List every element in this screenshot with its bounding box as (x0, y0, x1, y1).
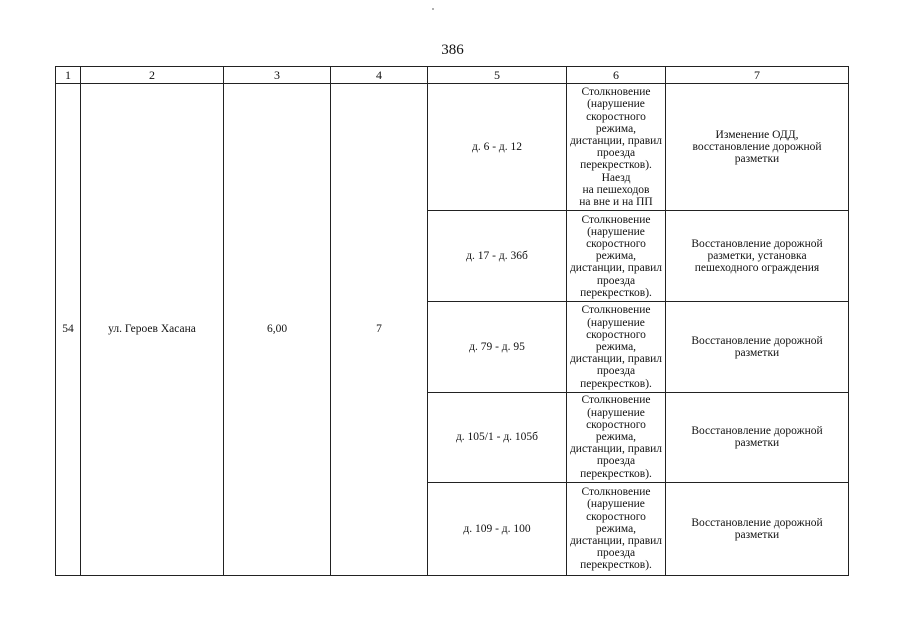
section-cell: д. 105/1 - д. 105б (428, 392, 567, 482)
measures-cell: Восстановление дорожной разметки, установка пешеходного ограждения (666, 211, 849, 302)
section-cell: д. 109 - д. 100 (428, 482, 567, 575)
column-header: 7 (666, 67, 849, 84)
section-cell: д. 17 - д. 36б (428, 211, 567, 302)
col4-cell: 7 (331, 84, 428, 576)
street-cell: ул. Героев Хасана (81, 84, 224, 576)
description-cell: Столкновение (нарушение скоростного режима, дистанции, правил проезда перекрестков). (567, 392, 666, 482)
column-header: 3 (224, 67, 331, 84)
measures-cell: Изменение ОДД, восстановление дорожной разметки (666, 84, 849, 211)
description-cell: Столкновение (нарушение скоростного режима, дистанции, правил проезда перекрестков). (567, 482, 666, 575)
description-cell: Столкновение (нарушение скоростного режима, дистанции, правил проезда перекрестков). (567, 302, 666, 392)
data-table (55, 66, 849, 576)
measures-cell: Восстановление дорожной разметки (666, 482, 849, 575)
section-cell: д. 6 - д. 12 (428, 84, 567, 211)
column-header: 4 (331, 67, 428, 84)
measures-cell: Восстановление дорожной разметки (666, 302, 849, 392)
page-number: 386 (441, 42, 464, 58)
col3-cell: 6,00 (224, 84, 331, 576)
section-cell: д. 79 - д. 95 (428, 302, 567, 392)
description-cell: Столкновение (нарушение скоростного режима, дистанции, правил проезда перекрестков). (567, 211, 666, 302)
header-row (56, 67, 849, 84)
table-row (56, 84, 849, 211)
description-cell: Столкновение (нарушение скоростного режима, дистанции, правил проезда перекрестков). Наезд на пешеходов на вне и на ПП (567, 84, 666, 211)
column-header: 2 (81, 67, 224, 84)
column-header: 6 (567, 67, 666, 84)
scan-speck (432, 8, 434, 10)
column-header: 1 (56, 67, 81, 84)
column-header: 5 (428, 67, 567, 84)
measures-cell: Восстановление дорожной разметки (666, 392, 849, 482)
row-number-cell: 54 (56, 84, 81, 576)
